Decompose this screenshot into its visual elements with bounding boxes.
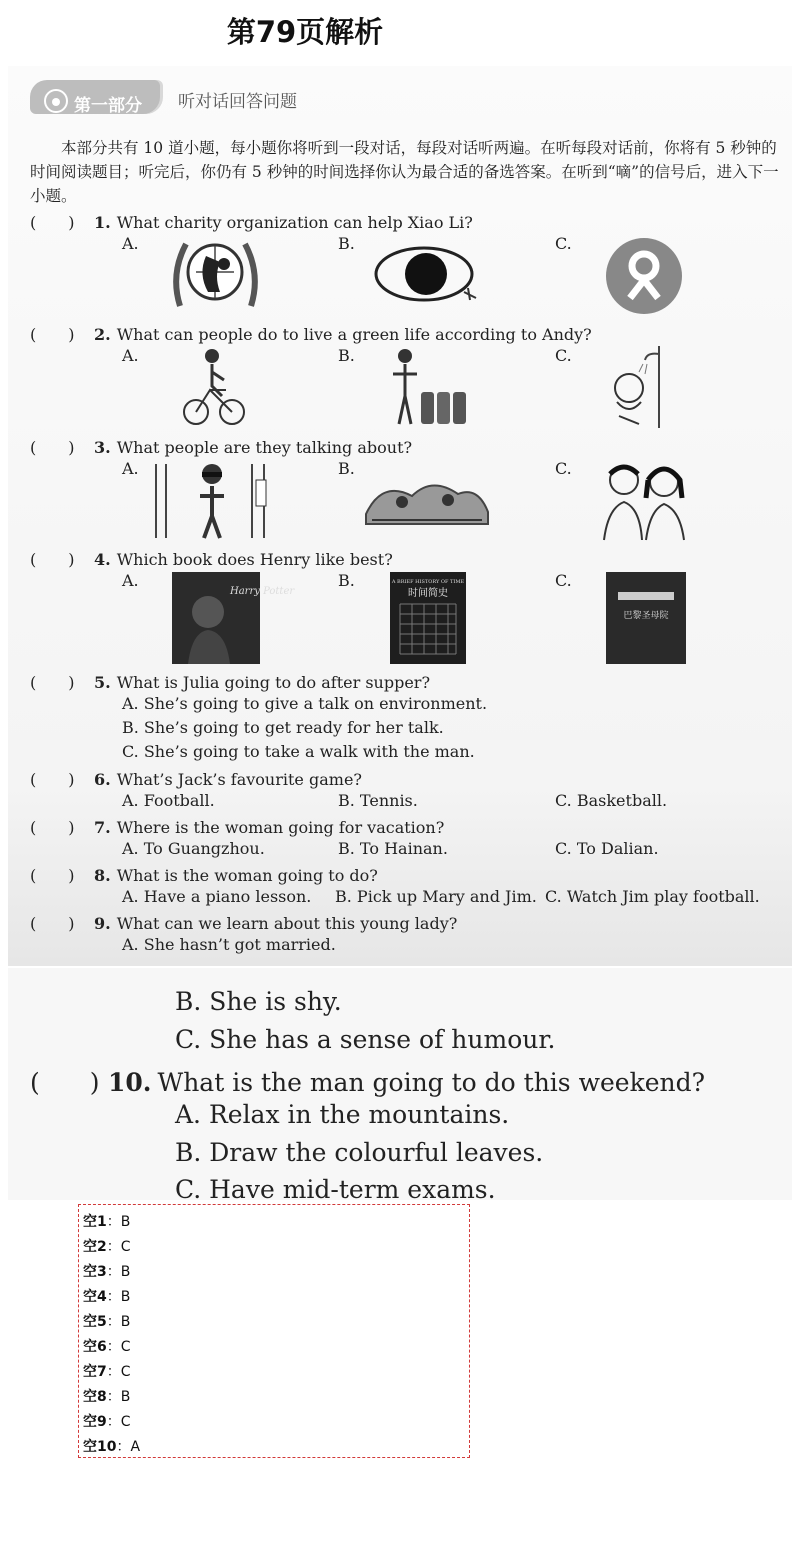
question-number: 3.: [94, 438, 111, 457]
shower-icon: [605, 344, 669, 430]
page-title: 第79页解析: [226, 15, 384, 49]
book-notre-dame: [606, 572, 686, 664]
question-text: What can people do to live a green life according to Andy?: [116, 325, 592, 344]
question-text: What is the man going to do this weekend?: [157, 1068, 706, 1097]
option-b: B.: [338, 234, 355, 253]
answer-blank: ( ): [30, 1068, 100, 1097]
unicef-logo-icon: [168, 234, 263, 314]
option-b: B. Tennis.: [338, 791, 418, 810]
option-a: A. Football.: [122, 791, 215, 810]
option-a: A.: [122, 459, 139, 478]
option-a: A.: [122, 571, 139, 590]
answer-row: 空1：B: [83, 1214, 131, 1230]
option-c: C.: [555, 571, 572, 590]
book-title-history: A BRIEF HISTORY OF TIME: [391, 579, 465, 585]
answer-row: 空4：B: [83, 1289, 131, 1305]
option-b: B.: [338, 459, 355, 478]
answer-row: 空5：B: [83, 1314, 131, 1330]
question-1: [30, 210, 473, 233]
option-c: C. She has a sense of humour.: [175, 1025, 556, 1054]
question-number: 4.: [94, 550, 111, 569]
answer-blank: ( ): [30, 438, 75, 457]
option-a: A. She hasn’t got married.: [122, 935, 336, 954]
recycling-bins-icon: [385, 346, 467, 428]
option-b: B. Draw the colourful leaves.: [175, 1138, 544, 1167]
question-3: [30, 435, 412, 458]
book-title-harry: Harry Potter: [230, 586, 295, 597]
option-b: B. She is shy.: [175, 987, 342, 1016]
option-a: A. To Guangzhou.: [122, 839, 265, 858]
question-text: Where is the woman going for vacation?: [116, 818, 445, 837]
homeless-people-icon: [362, 466, 492, 528]
option-a: A. She’s going to give a talk on environment.: [122, 694, 488, 713]
book-brief-history-of-time: [390, 572, 466, 664]
question-text: What people are they talking about?: [116, 438, 413, 457]
question-number: 9.: [94, 914, 111, 933]
talking-couple-icon: [594, 458, 694, 542]
question-text: What charity organization can help Xiao Li?: [116, 213, 473, 232]
question-number: 6.: [94, 770, 111, 789]
answer-row: 空9：C: [83, 1414, 131, 1430]
question-4: [30, 547, 393, 570]
option-a: A. Have a piano lesson.: [122, 887, 312, 906]
question-2: [30, 322, 592, 345]
section-badge-label: 第一部分: [74, 96, 142, 116]
question-text: What is the woman going to do?: [116, 866, 378, 885]
option-c: C.: [555, 346, 572, 365]
book-title-history-cn: 时间简史: [408, 588, 448, 599]
question-9: [30, 911, 457, 934]
bicycle-rider-icon: [182, 346, 246, 428]
answer-row: 空2：C: [83, 1239, 131, 1255]
question-7: [30, 815, 444, 838]
book-title-paris: 巴黎圣母院: [623, 611, 669, 621]
eye-logo-icon: [372, 244, 482, 306]
question-number: 2.: [94, 325, 111, 344]
answer-row: 空3：B: [83, 1264, 131, 1280]
headphone-icon: [44, 89, 68, 113]
answer-row: 空10：A: [83, 1439, 141, 1455]
instructions: 本部分共有 10 道小题，每小题你将听到一段对话，每段对话听两遍。在听每段对话前，你将有 5 秒钟的时间阅读题目；听完后，你仍有 5 秒钟的时间选择你认为最合适的备选答案。在听到“嘀”的信号后，进入下一小题。: [30, 139, 779, 205]
answer-row: 空8：B: [83, 1389, 131, 1405]
question-text: What can we learn about this young lady?: [116, 914, 458, 933]
option-b: B. She’s going to get ready for her talk.: [122, 718, 444, 737]
question-text: What’s Jack’s favourite game?: [116, 770, 362, 789]
question-10: [30, 1063, 705, 1099]
answer-blank: ( ): [30, 866, 75, 885]
option-a: A. Relax in the mountains.: [175, 1100, 510, 1129]
option-a: A.: [122, 234, 139, 253]
question-number: 5.: [94, 673, 111, 692]
option-b: B. To Hainan.: [338, 839, 448, 858]
answer-key: [78, 1204, 470, 1458]
option-a: A.: [122, 346, 139, 365]
option-c: C. Basketball.: [555, 791, 668, 810]
answer-blank: ( ): [30, 914, 75, 933]
question-8: [30, 863, 378, 886]
section-title: 听对话回答问题: [178, 92, 297, 112]
answer-row: 空7：C: [83, 1364, 131, 1380]
answer-blank: ( ): [30, 550, 75, 569]
answer-blank: ( ): [30, 818, 75, 837]
plan-logo-icon: [604, 236, 684, 316]
option-c: C. To Dalian.: [555, 839, 659, 858]
option-b: B.: [338, 346, 355, 365]
option-c: C.: [555, 234, 572, 253]
option-b: B. Pick up Mary and Jim.: [335, 887, 537, 906]
answer-blank: ( ): [30, 673, 75, 692]
option-c: C.: [555, 459, 572, 478]
option-b: B.: [338, 571, 355, 590]
question-6: [30, 767, 362, 790]
book-harry-potter: [172, 572, 295, 664]
section-header: [30, 76, 330, 118]
question-number: 7.: [94, 818, 111, 837]
question-number: 1.: [94, 213, 111, 232]
question-text: Which book does Henry like best?: [116, 550, 393, 569]
option-c: C. She’s going to take a walk with the man.: [122, 742, 475, 761]
question-5: [30, 670, 430, 693]
answer-blank: ( ): [30, 325, 75, 344]
blind-man-icon: [152, 460, 276, 540]
answer-blank: ( ): [30, 770, 75, 789]
question-number: 8.: [94, 866, 111, 885]
section-badge: [30, 80, 160, 114]
answer-blank: ( ): [30, 213, 75, 232]
option-c: C. Have mid-term exams.: [175, 1175, 496, 1204]
question-text: What is Julia going to do after supper?: [116, 673, 431, 692]
question-number: 10.: [108, 1068, 152, 1097]
answer-row: 空6：C: [83, 1339, 131, 1355]
option-c: C. Watch Jim play football.: [545, 887, 760, 906]
